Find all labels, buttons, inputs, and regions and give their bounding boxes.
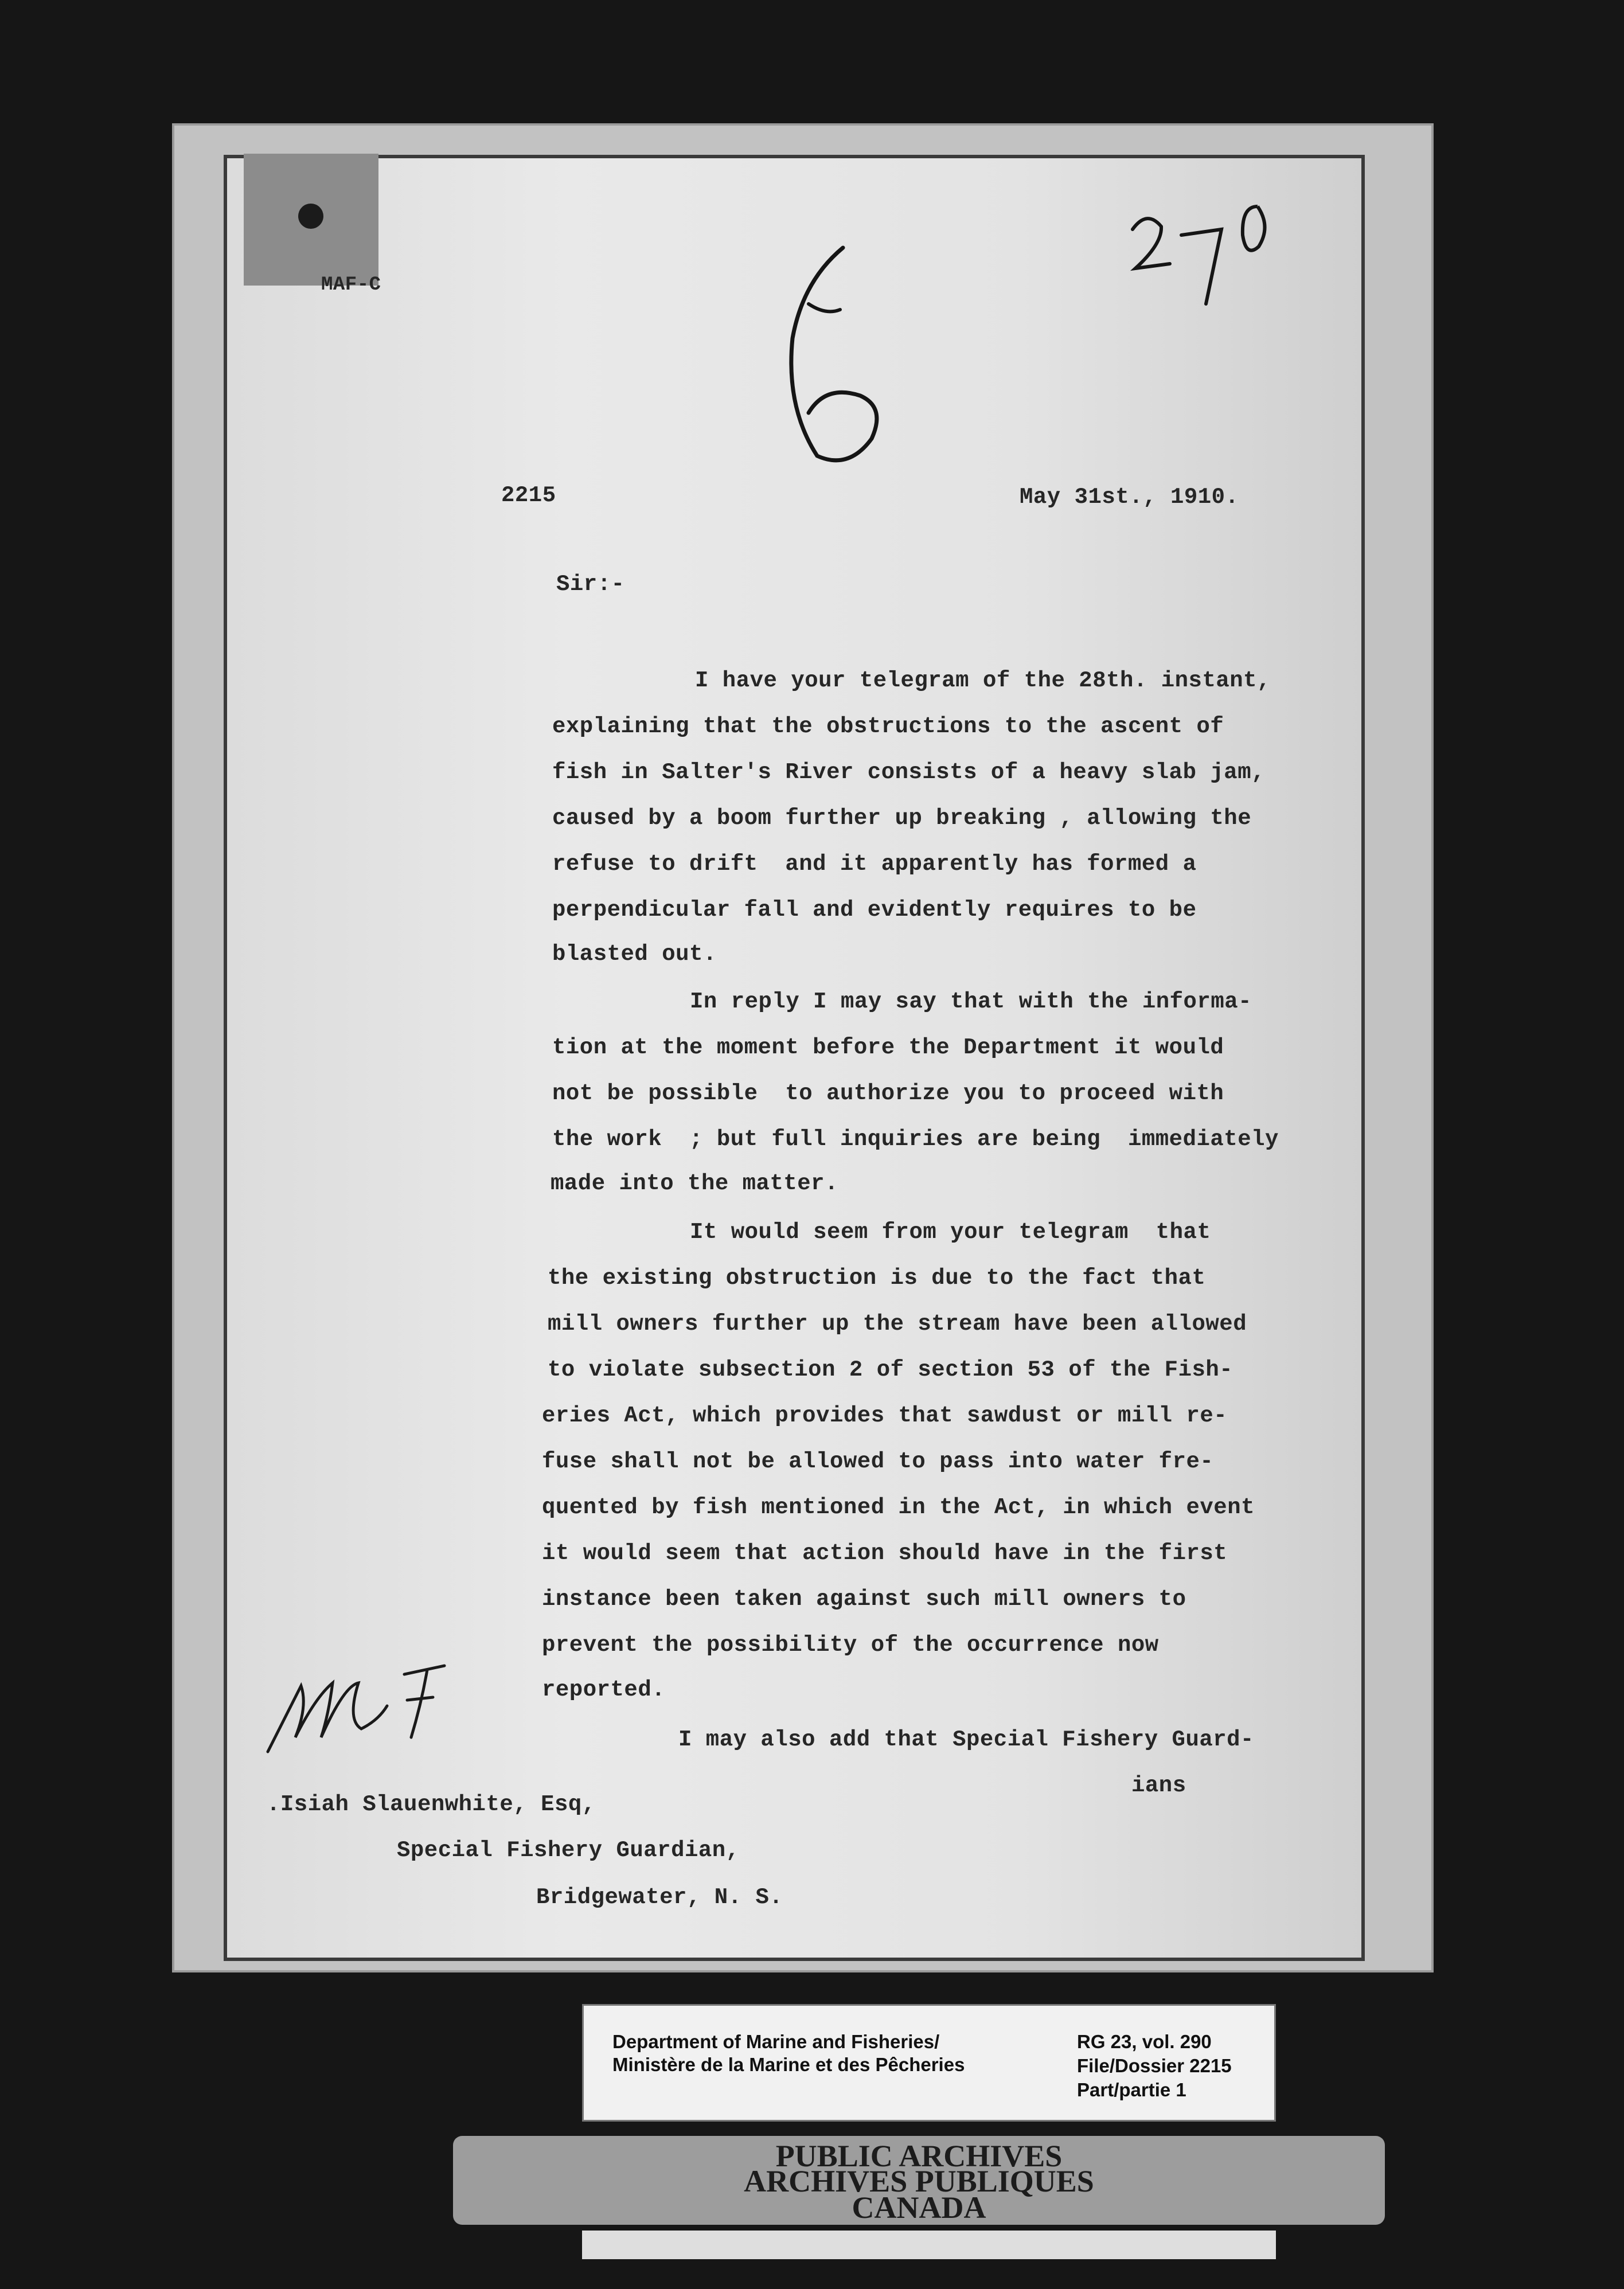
body-line: not be possible to authorize you to proceed with [552,1081,1224,1106]
handwritten-initials [261,1651,456,1760]
body-line: It would seem from your telegram that [690,1220,1211,1245]
file-number: 2215 [501,483,556,508]
punch-hole [298,204,323,229]
addressee-location: Bridgewater, N. S. [536,1885,783,1910]
body-line: prevent the possibility of the occurrence now [542,1632,1159,1658]
record-group: RG 23, vol. 290 [1077,2031,1212,2052]
body-line: blasted out. [552,942,717,967]
body-line: mill owners further up the stream have been allowed [548,1311,1247,1337]
body-line: quented by fish mentioned in the Act, in which event [542,1495,1255,1520]
body-line: the existing obstruction is due to the fact that [548,1265,1206,1291]
body-line: made into the matter. [551,1171,838,1196]
body-line: I may also add that Special Fishery Guard- [678,1727,1254,1752]
salutation: Sir:- [556,572,625,597]
body-line: instance been taken against such mill owners to [542,1587,1186,1612]
stamp-line: ARCHIVES PUBLIQUES [744,2164,1094,2198]
department-en: Department of Marine and Fisheries/ [612,2031,940,2052]
body-line: eries Act, which provides that sawdust or mill re- [542,1403,1228,1428]
body-line: In reply I may say that with the informa- [690,989,1252,1014]
body-line: ians [1131,1773,1186,1798]
body-line: fuse shall not be allowed to pass into water fre- [542,1449,1214,1474]
body-line: fish in Salter's River consists of a heavy slab jam, [552,760,1265,785]
handwritten-mark [786,241,889,470]
part-reference: Part/partie 1 [1077,2079,1186,2100]
archive-stamp [453,2136,1385,2225]
body-line: caused by a boom further up breaking , allowing the [552,806,1252,831]
body-line: to violate subsection 2 of section 53 of the Fish- [548,1357,1233,1382]
body-line: perpendicular fall and evidently requires to be [552,897,1197,923]
bottom-strip [582,2231,1276,2259]
stamp-line: CANADA [852,2190,986,2225]
department-fr: Ministère de la Marine et des Pêcheries [612,2054,965,2075]
file-reference: File/Dossier 2215 [1077,2055,1232,2076]
body-line: explaining that the obstructions to the ascent of [552,714,1224,739]
body-line: the work ; but full inquiries are being immediately [552,1127,1279,1152]
body-line: refuse to drift and it apparently has formed a [552,851,1197,877]
body-line: reported. [542,1677,666,1702]
stamp-line: PUBLIC ARCHIVES [775,2139,1063,2173]
body-line: tion at the moment before the Department it would [552,1035,1224,1060]
letter-date: May 31st., 1910. [1020,485,1239,510]
body-line: I have your telegram of the 28th. instant, [695,668,1271,693]
tab-code: MAF-C [321,274,381,296]
archive-label [582,2004,1276,2122]
addressee-title: Special Fishery Guardian, [397,1838,740,1863]
addressee-name: .Isiah Slauenwhite, Esq, [267,1792,596,1817]
handwritten-page-number [1121,195,1282,321]
body-line: it would seem that action should have in the first [542,1541,1228,1566]
